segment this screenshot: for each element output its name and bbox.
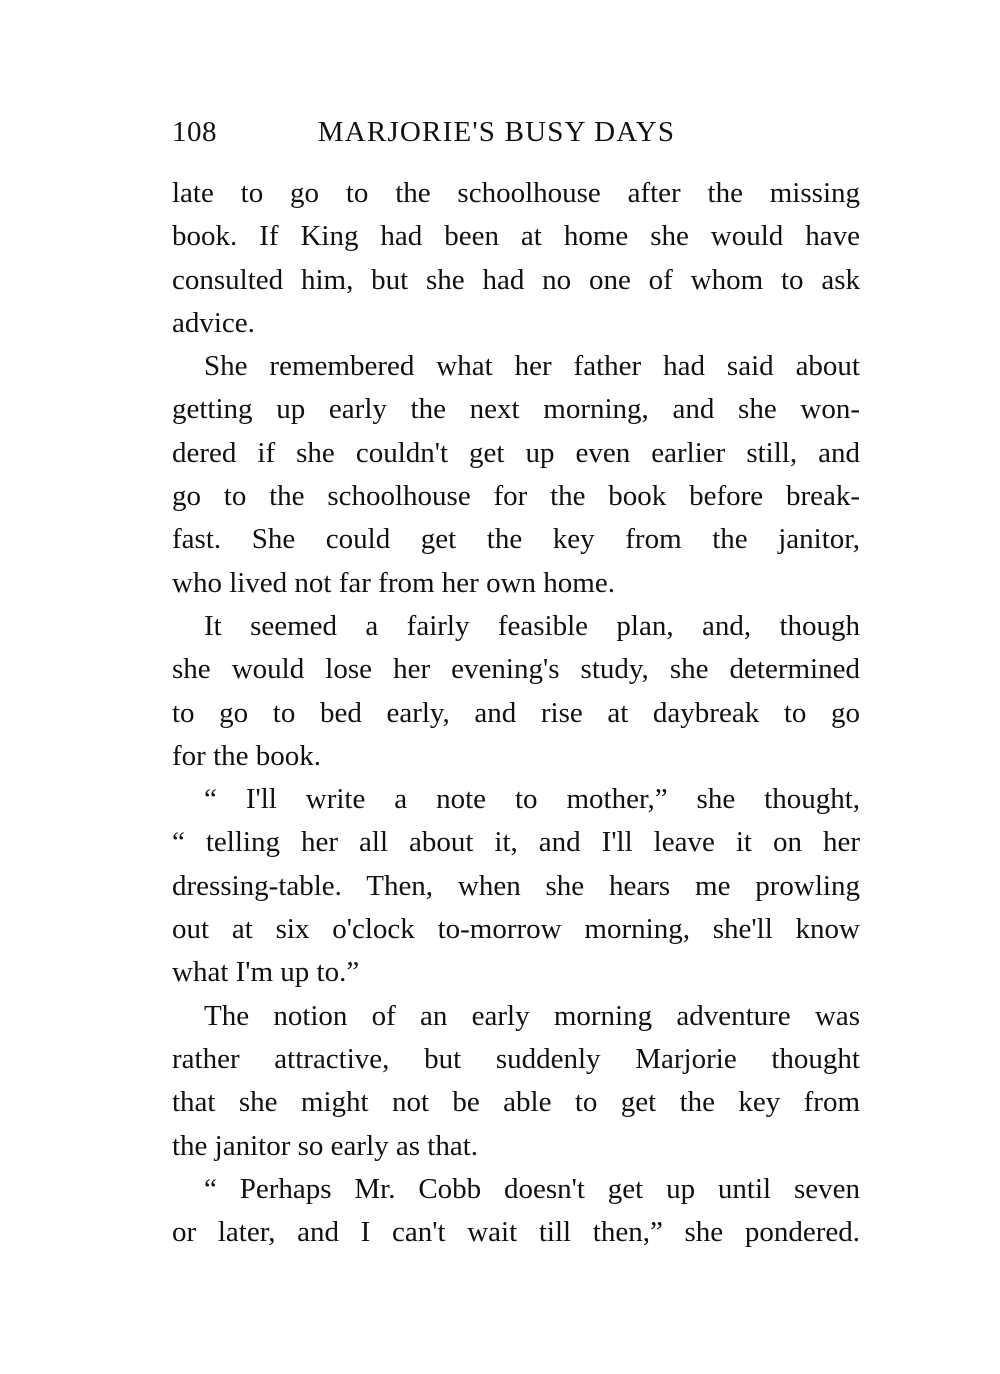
text-line: It seemed a fairly feasible plan, and, though	[204, 609, 860, 642]
page-header	[172, 112, 862, 152]
text-line: to go to bed early, and rise at daybreak to go	[172, 696, 860, 729]
page-number: 108	[172, 116, 217, 148]
text-line: go to the schoolhouse for the book before break-	[172, 480, 860, 513]
text-line: the janitor so early as that.	[172, 1129, 479, 1162]
text-line: fast. She could get the key from the janitor,	[172, 523, 860, 556]
text-line: who lived not far from her own home.	[172, 566, 615, 599]
text-line: The notion of an early morning adventure was	[204, 999, 860, 1032]
text-line: what I'm up to.”	[172, 956, 360, 989]
text-line: advice.	[172, 306, 255, 339]
text-line: that she might not be able to get the key from	[172, 1086, 860, 1119]
text-line: late to go to the schoolhouse after the missing	[172, 177, 860, 209]
text-line: consulted him, but she had no one of whom to ask	[172, 263, 860, 296]
text-line: or later, and I can't wait till then,” she pondered.	[172, 1216, 860, 1249]
text-line: “ telling her all about it, and I'll leave it on her	[172, 826, 860, 859]
body-text	[172, 172, 860, 1254]
text-line: dered if she couldn't get up even earlier still, and	[172, 436, 860, 469]
text-line: getting up early the next morning, and she won-	[172, 393, 860, 426]
text-line: “ Perhaps Mr. Cobb doesn't get up until seven	[204, 1172, 860, 1205]
running-title: MARJORIE'S BUSY DAYS	[317, 116, 676, 148]
text-line: She remembered what her father had said about	[204, 350, 860, 383]
text-line: she would lose her evening's study, she determined	[172, 653, 860, 686]
text-line: “ I'll write a note to mother,” she thought,	[204, 783, 860, 816]
text-line: rather attractive, but suddenly Marjorie thought	[172, 1042, 860, 1075]
text-line: book. If King had been at home she would have	[172, 220, 860, 253]
text-line: for the book.	[172, 739, 321, 772]
text-line: dressing-table. Then, when she hears me prowling	[172, 869, 860, 902]
text-line: out at six o'clock to-morrow morning, she'll know	[172, 913, 860, 946]
